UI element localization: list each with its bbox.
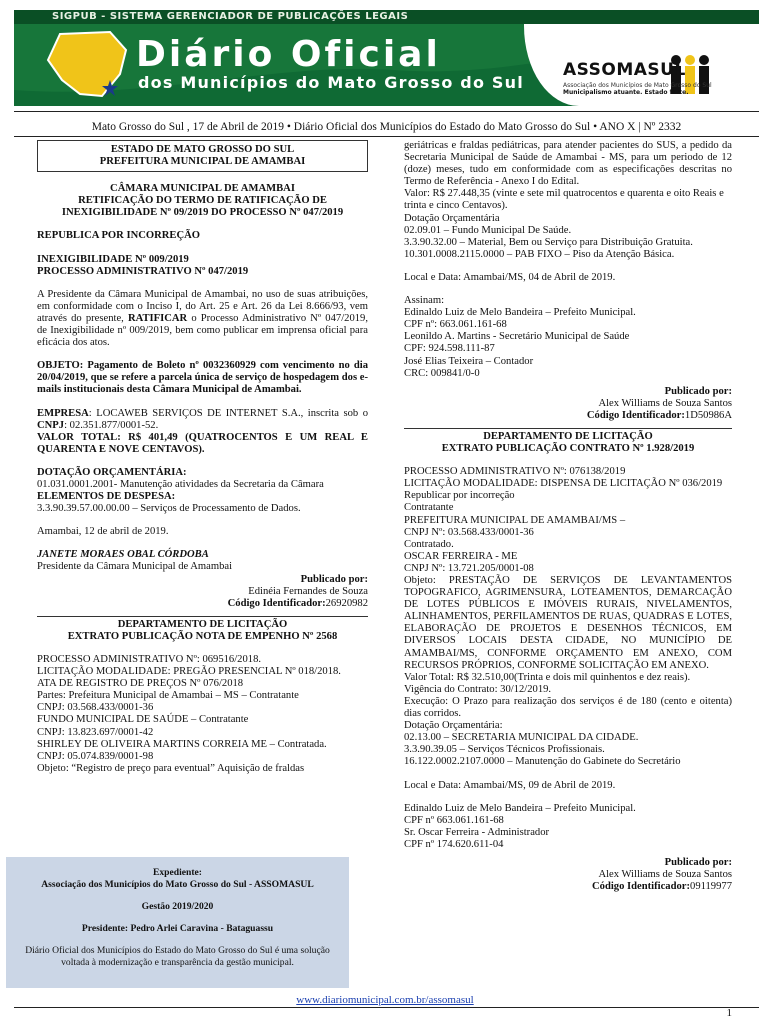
assinam-line: CPF nº: 663.061.161-68 — [404, 319, 507, 331]
published-by-label: Publicado por: — [664, 385, 732, 397]
expediente-presidente: Presidente: Pedro Arlei Caravina - Bataguassu — [81, 923, 274, 934]
signature-line: Sr. Oscar Ferreira - Administrador — [404, 826, 550, 838]
camara-heading: CÂMARA MUNICIPAL DE AMAMBAI — [110, 183, 295, 195]
contract-line: 3.3.90.39.05 – Serviços Técnicos Profissionais. — [404, 744, 605, 756]
retificacao-heading-1: RETIFICAÇÃO DO TERMO DE RATIFICAÇÃO DE — [78, 195, 327, 207]
processo-number: PROCESSO ADMINISTRATIVO Nº 047/2019 — [37, 265, 249, 277]
masthead-banner — [14, 10, 759, 106]
para-ratificar: RATIFICAR — [127, 312, 188, 324]
cnpj-text: : 02.351.877/0001-52. — [64, 419, 159, 431]
signature-line: CPF nº 663.061.161-68 — [404, 814, 504, 826]
contract-line: PREFEITURA MUNICIPAL DE AMAMBAI/MS – — [404, 514, 626, 526]
identifier-label: Código Identificador: — [586, 409, 685, 421]
identifier-value: 1D50986A — [684, 409, 732, 421]
valor-total: VALOR TOTAL: R$ 401,49 (QUATROCENTOS E UM REAL E QUARENTA E NOVE CENTAVOS). — [37, 431, 368, 455]
contract-line: Contratante — [404, 502, 454, 514]
empenho-line: CNPJ: 05.074.839/0001-98 — [37, 750, 154, 762]
publication-subtitle: dos Municípios do Mato Grosso do Sul — [138, 73, 524, 92]
expediente-org: Associação dos Municípios do Mato Grosso do Sul - ASSOMASUL — [41, 879, 314, 890]
inexigibilidade-number: INEXIGIBILIDADE Nº 009/2019 — [37, 253, 189, 265]
expediente-gestao: Gestão 2019/2020 — [141, 901, 214, 912]
empenho-lines — [37, 654, 368, 775]
expediente-label: Expediente: — [152, 867, 203, 878]
assomasul-name: ASSOMASUL — [563, 60, 686, 80]
document-date: Amambai, 12 de abril de 2019. — [37, 526, 169, 538]
published-by-name: Edinéia Fernandes de Souza — [248, 585, 368, 597]
entity-state: ESTADO DE MATO GROSSO DO SUL — [110, 144, 295, 155]
assinam-line: Leonildo A. Martins - Secretário Municipal de Saúde — [404, 331, 630, 343]
website-link[interactable]: www.diariomunicipal.com.br/assomasul — [296, 994, 474, 1006]
header-rule-bottom — [14, 136, 759, 137]
contract-line: OSCAR FERREIRA - ME — [404, 550, 518, 562]
identifier-label: Código Identificador: — [227, 597, 326, 609]
sigpub-strip — [14, 10, 759, 24]
contract-line: PROCESSO ADMINISTRATIVO Nº: 076138/2019 — [404, 466, 626, 478]
objeto-text: : Pagamento de Boleto nº 0032360929 com vencimento no dia 20/04/2019, que se refere a parcela única de serviço de hospedagem dos e-mails institucionais desta Câmara Municipal de Amambai. — [37, 360, 368, 396]
objeto-paragraph — [37, 360, 368, 396]
signature-line: CPF nº 174.620.611-04 — [404, 838, 504, 850]
empenho-line: Objeto: “Registro de preço para eventual” Aquisição de fraldas — [37, 762, 305, 774]
para-text-c: o Processo Administrativo Nº 047/2019, de Inexigibilidade nº 009/2019, bem como publicar em imprensa oficial para eficácia dos atos. — [37, 312, 368, 349]
contract-objeto: Objeto: PRESTAÇÃO DE SERVIÇOS DE LEVANTAMENTOS TOPOGRAFICO, AGRIMENSURA, LOTEAMENTOS, DEMARCAÇÃO DE LOTES PÚBLICOS E IMÓVEIS RURAIS, NIVELAMENTOS, ALINHAMENTOS, PERFILAMENTOS DE RUAS, QUADRAS E LOTES, ELABORAÇÃO DE PROJETOS E DESENHOS TÉCNICOS, EM DIVERSOS LOCAIS DESTA CIDADE, NO MUNICÍPIO DE AMAMBAI/MS, CONFORME ORÇAMENTO EM ANEXO, COM RECURSOS PRÓPRIOS, CONFORME SOLICITAÇÃO EM ANEXO. — [404, 575, 732, 671]
dateline: Mato Grosso do Sul , 17 de Abril de 2019 • Diário Oficial dos Municípios do Estado do Mato Grosso do Sul • ANO X | Nº 2332 — [91, 121, 682, 133]
assinam-line: José Elias Teixeira – Contador — [404, 355, 534, 367]
assinam-line: CPF: 924.598.111-87 — [404, 343, 495, 355]
publication-title: Diário Oficial — [136, 34, 441, 75]
assinam-line: Edinaldo Luiz de Melo Bandeira – Prefeito Municipal. — [404, 307, 636, 319]
published-by-label: Publicado por: — [300, 573, 368, 585]
identifier-code — [37, 598, 368, 610]
identifier-value: 26920982 — [325, 597, 368, 609]
dept-heading: DEPARTAMENTO DE LICITAÇÃO — [117, 618, 288, 630]
empresa-text: : LOCAWEB SERVIÇOS DE INTERNET S.A., inscrita sob o — [88, 407, 368, 419]
assomasul-slogan: Municipalismo atuante. Estado forte. — [563, 89, 689, 96]
republica-label: REPUBLICA POR INCORREÇÃO — [37, 230, 201, 242]
expediente-box — [6, 857, 349, 988]
assomasul-desc: Associação dos Municípios de Mato Grosso do Sul — [563, 82, 712, 89]
empenho-line: SHIRLEY DE OLIVEIRA MARTINS CORREIA ME – Contratada. — [37, 738, 327, 750]
ms-state-map-icon — [40, 30, 128, 100]
empenho-line: LICITAÇÃO MODALIDADE: PREGÃO PRESENCIAL Nº 018/2018. — [37, 666, 341, 678]
right-column — [404, 140, 732, 893]
identifier-code — [404, 881, 732, 893]
ratificacao-paragraph — [37, 289, 368, 349]
identifier-code — [404, 410, 732, 422]
dotacao-line: 3.3.90.32.00 – Material, Bem ou Serviço para Distribuição Gratuita. — [404, 236, 693, 248]
published-by-label: Publicado por: — [664, 856, 732, 868]
assinam-line: Assinam: — [404, 295, 445, 307]
signer-role: Presidente da Câmara Municipal de Amambai — [37, 561, 233, 573]
cnpj-label: CNPJ — [37, 419, 65, 431]
local-date: Local e Data: Amambai/MS, 04 de Abril de 2019. — [404, 271, 616, 283]
empenho-line: PROCESSO ADMINISTRATIVO Nº: 069516/2018. — [37, 654, 262, 665]
empenho-line: CNPJ: 13.823.697/0001-42 — [37, 726, 154, 738]
objeto-continuation: geriátricas e fraldas pediátricas, para atender pacientes do SUS, a pedido da Secretaria Municipal de Saúde de Amambai - MS, para um periodo de 12 (doze) meses, tudo em conformidade com as especificações descritas no Termo de Referência - Anexo I do Edital. — [404, 140, 732, 188]
signature-line: Edinaldo Luiz de Melo Bandeira – Prefeito Municipal. — [404, 802, 636, 814]
expediente-description: Diário Oficial dos Municípios do Estado do Mato Grosso do Sul é uma solução voltada à modernização e transparência da gestão municipal. — [25, 945, 330, 968]
para-text-a: A Presidente da Câmara Municipal de Amambai, no uso de suas atribuições, em conformidade com o Inciso I, do Art. 25 e Art. 26 da Lei 8.666/93, vem através do presente, — [37, 288, 368, 324]
dotacao-line: 02.09.01 – Fundo Municipal De Saúde. — [404, 224, 572, 236]
contract-line: Vigência do Contrato: 30/12/2019. — [404, 683, 552, 695]
contract-line: CNPJ Nº: 13.721.205/0001-08 — [404, 562, 534, 574]
sigpub-label: SIGPUB - SISTEMA GERENCIADOR DE PUBLICAÇÕES LEGAIS — [52, 11, 409, 22]
objeto-label: OBJETO — [37, 360, 80, 372]
retificacao-heading-2: INEXIGIBILIDADE Nº 09/2019 DO PROCESSO Nº 047/2019 — [61, 207, 344, 219]
header-rule — [14, 111, 759, 112]
extrato-heading: EXTRATO PUBLICAÇÃO CONTRATO Nº 1.928/2019 — [441, 443, 695, 455]
footer-rule — [14, 1007, 759, 1008]
left-column — [37, 140, 368, 775]
identifier-value: 09119977 — [690, 881, 732, 893]
dotacao-line: Dotação Orçamentária — [404, 212, 500, 224]
dotacao-line: 10.301.0008.2115.0000 – PAB FIXO – Piso da Atenção Básica. — [404, 248, 675, 260]
assinam-line: CRC: 009841/0-0 — [404, 367, 480, 379]
local-date: Local e Data: Amambai/MS, 09 de Abril de 2019. — [404, 779, 616, 791]
empresa-label: EMPRESA — [37, 407, 89, 419]
empenho-line: Partes: Prefeitura Municipal de Amambai – MS – Contratante — [37, 690, 299, 702]
elementos-text: 3.3.90.39.57.00.00.00 – Serviços de Processamento de Dados. — [37, 503, 301, 515]
page-number: 1 — [726, 1007, 732, 1019]
contract-line: Republicar por incorreção — [404, 490, 515, 502]
contract-line: Execução: O Prazo para realização dos serviços é de 180 (cento e oitenta) dias corridos. — [404, 695, 732, 720]
signer-name: JANETE MORAES OBAL CÓRDOBA — [37, 549, 209, 561]
entity-prefeitura: PREFEITURA MUNICIPAL DE AMAMBAI — [99, 156, 306, 168]
empresa-paragraph — [37, 408, 368, 432]
empenho-line: ATA DE REGISTRO DE PREÇOS Nº 076/2018 — [37, 678, 244, 690]
contract-line: Valor Total: R$ 32.510,00(Trinta e dois mil quinhentos e dez reais). — [404, 671, 691, 683]
contract-line: Contratado. — [404, 538, 454, 550]
dotacao-label: DOTAÇÃO ORÇAMENTÁRIA: — [37, 466, 187, 478]
contract-line: Dotação Orçamentária: — [404, 720, 503, 732]
empenho-line: CNPJ: 03.568.433/0001-36 — [37, 702, 154, 714]
empenho-line: FUNDO MUNICIPAL DE SAÚDE – Contratante — [37, 714, 249, 726]
entity-box — [37, 140, 368, 172]
published-by-name: Alex Williams de Souza Santos — [598, 397, 732, 409]
elementos-label: ELEMENTOS DE DESPESA: — [37, 491, 176, 503]
contract-line: CNPJ Nº: 03.568.433/0001-36 — [404, 526, 534, 538]
published-by-name: Alex Williams de Souza Santos — [598, 869, 732, 881]
extrato-heading: EXTRATO PUBLICAÇÃO NOTA DE EMPENHO Nº 2568 — [67, 630, 338, 642]
contract-line: 02.13.00 – SECRETARIA MUNICIPAL DA CIDADE. — [404, 732, 639, 744]
contract-line: LICITAÇÃO MODALIDADE: DISPENSA DE LICITAÇÃO Nº 036/2019 — [404, 478, 723, 490]
identifier-label: Código Identificador: — [592, 881, 691, 893]
assomasul-logo — [563, 60, 712, 96]
contract-line: 16.122.0002.2107.0000 – Manutenção do Gabinete do Secretário — [404, 756, 681, 768]
valor-paragraph: Valor: R$ 27.448,35 (vinte e sete mil quatrocentos e quarenta e oito Reais e trinta e cinco Centavos). — [404, 188, 724, 212]
dept-heading: DEPARTAMENTO DE LICITAÇÃO — [483, 430, 653, 442]
dotacao-text: 01.031.0001.2001- Manutenção atividades da Secretaria da Câmara — [37, 478, 324, 490]
